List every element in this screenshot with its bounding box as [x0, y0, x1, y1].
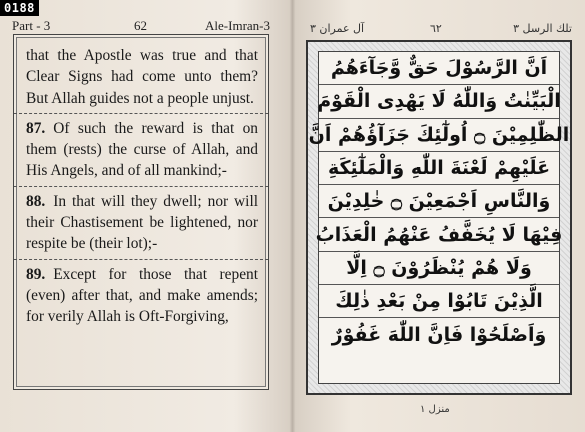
- manzil-marker: منزل ١: [420, 404, 450, 415]
- verse-text: In that will they dwell; nor will their Chastisement be lightened, nor respite be (their lot);-: [26, 192, 258, 253]
- arabic-line: وَلَا هُمْ يُنْظَرُوْنَ ۝ اِلَّا: [319, 252, 559, 285]
- arabic-line: وَاَصْلَحُوْا فَاِنَّ اللّٰهَ غَفُوْرٌ: [331, 324, 547, 347]
- arabic-line: فِيْهَا لَا يُخَفَّفُ عَنْهُمُ الْعَذَابُ: [319, 219, 559, 252]
- arabic-line: عَلَيْهِمْ لَعْنَةَ اللّٰهِ وَالْمَلٰٓئِكَةِ: [319, 152, 559, 185]
- juz-label: تلك الرسل ٣: [513, 22, 572, 35]
- right-page-header: [310, 22, 572, 36]
- part-label: Part - 3: [12, 18, 51, 33]
- image-id-label: 0188: [0, 0, 39, 16]
- left-page-header: [12, 18, 270, 34]
- verse-text: that the Apostle was true and that Clear Signs had come unto them? But Allah guides not a people unjust.: [26, 47, 258, 107]
- verse-block: [26, 191, 258, 255]
- surah-label-arabic: آل عمران ٣: [310, 22, 365, 35]
- translation-frame: [13, 34, 269, 390]
- verse-divider: [14, 113, 268, 114]
- surah-label: Ale-Imran-3: [205, 18, 270, 33]
- verse-number: 87.: [26, 119, 46, 137]
- arabic-line: الَّذِيْنَ تَابُوْا مِنْ بَعْدِ ذٰلِكَ: [319, 285, 559, 318]
- arabic-line: وَالنَّاسِ اَجْمَعِيْنَ ۝ خٰلِدِيْنَ: [319, 185, 559, 218]
- arabic-line: اَنَّ الرَّسُوْلَ حَقٌّ وَّجَآءَهُمُ: [319, 52, 559, 85]
- arabic-text-panel: [308, 51, 570, 384]
- page-number: 62: [134, 18, 147, 33]
- page-number-arabic: ٦٢: [430, 22, 442, 35]
- verse-divider: [14, 186, 268, 187]
- verse-number: 89.: [26, 265, 46, 283]
- arabic-text-frame: [306, 40, 572, 395]
- verse-text: Of such the reward is that on them (rests) the curse of Allah, and His Angels, and of all mankind;-: [26, 119, 258, 180]
- verse-block: [26, 45, 258, 109]
- translation-text: [26, 45, 258, 328]
- verse-number: 88.: [26, 192, 46, 210]
- verse-text: Except for those that repent (even) after that, and make amends; for verily Allah is Oft-Forgiving,: [26, 265, 258, 326]
- arabic-line: الظّٰلِمِيْنَ ۝ اُولٰٓئِكَ جَزَآؤُهُمْ اَنَّ: [319, 119, 559, 152]
- verse-divider: [14, 259, 268, 260]
- verse-block: [26, 118, 258, 182]
- verse-block: [26, 264, 258, 328]
- arabic-line: الْبَيِّنٰتُ وَاللّٰهُ لَا يَهْدِى الْقَوْمَ: [319, 85, 559, 118]
